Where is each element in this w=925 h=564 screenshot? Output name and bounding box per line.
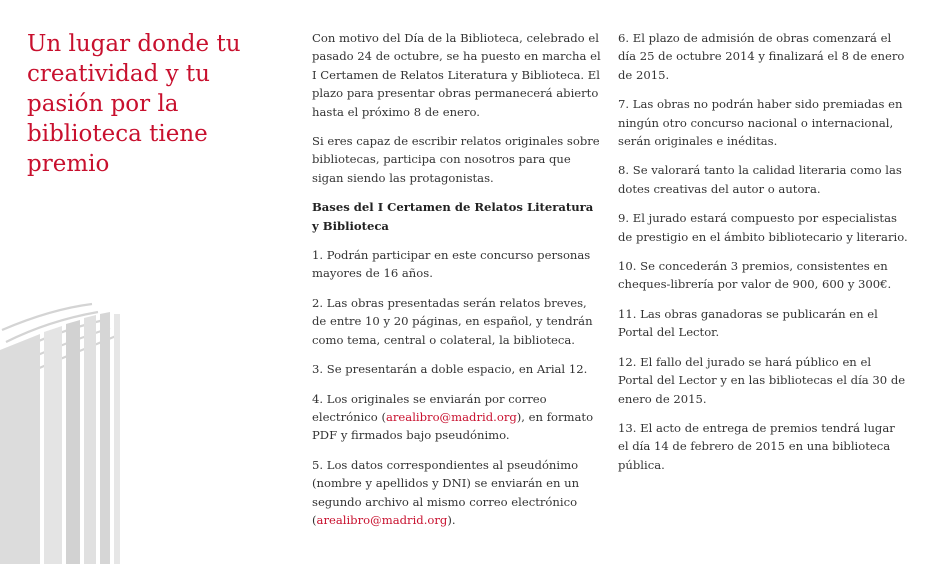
open-book-illustration bbox=[0, 290, 290, 564]
rule-text: 5. Los datos correspondientes al pseudónimo (nombre y apellidos y DNI) se enviarán en un segundo archivo al mismo correo electrónico ( bbox=[312, 457, 580, 527]
intro-paragraph: Con motivo del Día de la Biblioteca, celebrado el pasado 24 de octubre, se ha puesto en marcha el I Certamen de Relatos Literatura y Biblioteca. El plazo para presentar obras permanecerá abierto hasta el próximo 8 de enero. bbox=[312, 31, 601, 119]
email-link[interactable]: arealibro@madrid.org bbox=[316, 512, 448, 527]
rule-item: 1. Podrán participar en este concurso personas mayores de 16 años. bbox=[312, 248, 591, 281]
rule-text: 4. Los originales se enviarán por correo electrónico ( bbox=[312, 391, 547, 424]
rule-item: 2. Las obras presentadas serán relatos breves, de entre 10 y 20 páginas, en español, y tendrán como tema, central o colateral, la biblioteca. bbox=[312, 295, 593, 347]
rule-item: 3. Se presentarán a doble espacio, en Arial 12. bbox=[312, 362, 588, 377]
column-right bbox=[618, 29, 908, 485]
rule-item: 13. El acto de entrega de premios tendrá lugar el día 14 de febrero de 2015 en una biblioteca pública. bbox=[618, 420, 895, 472]
rule-item bbox=[312, 456, 602, 530]
email-link[interactable]: arealibro@madrid.org bbox=[385, 409, 517, 424]
rule-text: ), en formato PDF y firmados bajo pseudónimo. bbox=[312, 409, 594, 443]
rule-item: 11. Las obras ganadoras se publicarán en el Portal del Lector. bbox=[618, 306, 878, 340]
rule-item: 9. El jurado estará compuesto por especialistas de prestigio en el ámbito bibliotecario y literario. bbox=[618, 211, 908, 244]
page-title: Un lugar donde tu creatividad y tu pasión por la biblioteca tiene premio bbox=[27, 31, 241, 177]
rule-item: 8. Se valorará tanto la calidad literaria como las dotes creativas del autor o autora. bbox=[618, 163, 902, 196]
rule-item: 10. Se concederán 3 premios, consistentes en cheques-librería por valor de 900, 600 y 300€. bbox=[618, 259, 892, 292]
rule-item: 12. El fallo del jurado se hará público en el Portal del Lector y en las bibliotecas el día 30 de enero de 2015. bbox=[618, 354, 906, 406]
rule-item: 6. El plazo de admisión de obras comenzará el día 25 de octubre 2014 y finalizará el 8 de enero de 2015. bbox=[618, 31, 905, 82]
bases-title: Bases del I Certamen de Relatos Literatura y Biblioteca bbox=[312, 200, 594, 233]
rule-item bbox=[312, 390, 602, 445]
rule-item: 7. Las obras no podrán haber sido premiadas en ningún otro concurso nacional o internacional, serán originales e inéditas. bbox=[618, 97, 903, 149]
column-left bbox=[312, 29, 602, 540]
intro-paragraph: Si eres capaz de escribir relatos originales sobre bibliotecas, participa con nosotros para que sigan siendo las protagonistas. bbox=[312, 134, 600, 185]
rule-text: ). bbox=[447, 512, 456, 527]
